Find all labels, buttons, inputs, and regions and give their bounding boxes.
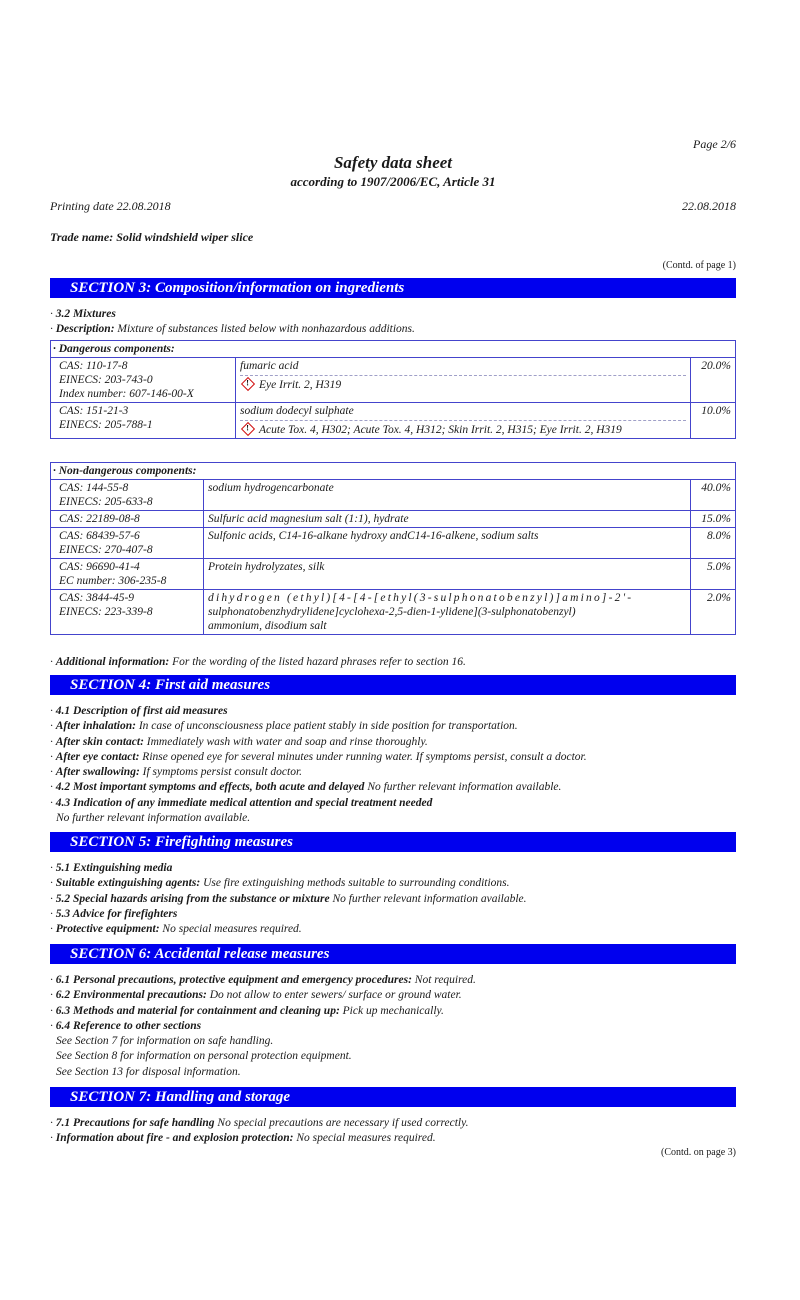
section-7-header: SECTION 7: Handling and storage — [50, 1087, 736, 1107]
document-title: Safety data sheet — [333, 153, 453, 172]
first-aid-line: · 4.1 Description of first aid measures — [50, 705, 228, 717]
component-percent: 20.0% — [691, 358, 736, 403]
section-reference: See Section 7 for information on safe handling. — [56, 1035, 274, 1047]
component-percent: 40.0% — [691, 480, 736, 511]
firefighting-line: · 5.1 Extinguishing media — [50, 862, 173, 874]
firefighting-line: · 5.2 Special hazards arising from the substance or mixture No further relevant information available. — [50, 893, 527, 905]
firefighting-line: · 5.3 Advice for firefighters — [50, 908, 178, 920]
release-line: · 6.1 Personal precautions, protective equipment and emergency procedures: Not required. — [50, 974, 476, 986]
table-row — [51, 528, 736, 559]
release-line: · 6.2 Environmental precautions: Do not allow to enter sewers/ surface or ground water. — [50, 989, 462, 1001]
table-row — [51, 358, 736, 403]
first-aid-line: · After swallowing: If symptoms persist consult doctor. — [50, 766, 303, 778]
mixtures-heading: · 3.2 Mixtures — [50, 308, 116, 320]
component-ids: CAS: 144-55-8 EINECS: 205-633-8 — [51, 480, 204, 511]
table-row — [51, 590, 736, 635]
component-name: Sulfuric acid magnesium salt (1:1), hydrate — [204, 511, 691, 528]
trade-name: Trade name: Solid windshield wiper slice — [50, 230, 254, 244]
first-aid-line: · After inhalation: In case of unconsciousness place patient stably in side position for transportation. — [50, 720, 518, 732]
first-aid-line: · 4.2 Most important symptoms and effects, both acute and delayed No further relevant information available. — [50, 781, 562, 793]
ghs-exclamation-icon — [241, 422, 255, 436]
dangerous-components-header: · Dangerous components: — [51, 341, 736, 358]
section-reference: See Section 8 for information on personal protection equipment. — [56, 1050, 352, 1062]
component-ids: CAS: 151-21-3 EINECS: 205-788-1 — [51, 403, 236, 439]
component-name: Protein hydrolyzates, silk — [204, 559, 691, 590]
dangerous-components-table — [50, 340, 736, 439]
first-aid-line: · 4.3 Indication of any immediate medical attention and special treatment needed — [50, 797, 433, 809]
additional-information: · Additional information: For the wording of the listed hazard phrases refer to section 16. — [50, 656, 466, 668]
component-name: sodium dodecyl sulphate !Acute Tox. 4, H302; Acute Tox. 4, H312; Skin Irrit. 2, H315; Eye Irrit. 2, H319 — [236, 403, 691, 439]
release-line: · 6.3 Methods and material for containment and cleaning up: Pick up mechanically. — [50, 1005, 444, 1017]
first-aid-note: No further relevant information available. — [56, 812, 251, 824]
handling-line: · Information about fire - and explosion protection: No special measures required. — [50, 1132, 436, 1144]
component-ids: CAS: 3844-45-9 EINECS: 223-339-8 — [51, 590, 204, 635]
description-line: · Description: Mixture of substances listed below with nonhazardous additions. — [50, 323, 415, 335]
contd-on: (Contd. on page 3) — [661, 1147, 736, 1158]
firefighting-line: · Protective equipment: No special measures required. — [50, 923, 302, 935]
component-percent: 10.0% — [691, 403, 736, 439]
component-ids: CAS: 96690-41-4 EC number: 306-235-8 — [51, 559, 204, 590]
section-reference: See Section 13 for disposal information. — [56, 1066, 241, 1078]
table-row — [51, 403, 736, 439]
table-row — [51, 511, 736, 528]
component-name: dihydrogen (ethyl)[4-[4-[ethyl(3-sulphonatobenzyl)]amino]-2'- sulphonatobenzhydrylidene]cyclohexa-2,5-dien-1-ylidene](3-sulphonatobenzyl) ammonium, disodium salt — [204, 590, 691, 635]
firefighting-line: · Suitable extinguishing agents: Use fire extinguishing methods suitable to surrounding conditions. — [50, 877, 510, 889]
component-percent: 5.0% — [691, 559, 736, 590]
document-subtitle: according to 1907/2006/EC, Article 31 — [290, 174, 496, 189]
component-percent: 2.0% — [691, 590, 736, 635]
component-name: Sulfonic acids, C14-16-alkane hydroxy andC14-16-alkene, sodium salts — [204, 528, 691, 559]
printing-date: Printing date 22.08.2018 — [50, 199, 171, 213]
component-ids: CAS: 110-17-8 EINECS: 203-743-0 Index number: 607-146-00-X — [51, 358, 236, 403]
component-percent: 15.0% — [691, 511, 736, 528]
component-name: sodium hydrogencarbonate — [204, 480, 691, 511]
section-5-header: SECTION 5: Firefighting measures — [50, 832, 736, 852]
component-percent: 8.0% — [691, 528, 736, 559]
page-number: Page 2/6 — [693, 137, 736, 151]
release-line: · 6.4 Reference to other sections — [50, 1020, 202, 1032]
contd-from: (Contd. of page 1) — [662, 260, 736, 271]
first-aid-line: · After skin contact: Immediately wash with water and soap and rinse thoroughly. — [50, 736, 428, 748]
table-row — [51, 559, 736, 590]
section-4-header: SECTION 4: First aid measures — [50, 675, 736, 695]
component-ids: CAS: 68439-57-6 EINECS: 270-407-8 — [51, 528, 204, 559]
component-ids: CAS: 22189-08-8 — [51, 511, 204, 528]
nondangerous-components-header: · Non-dangerous components: — [51, 463, 736, 480]
first-aid-line: · After eye contact: Rinse opened eye for several minutes under running water. If symptoms persist, consult a doctor. — [50, 751, 587, 763]
section-3-header: SECTION 3: Composition/information on ingredients — [50, 278, 736, 298]
ghs-exclamation-icon — [241, 377, 255, 391]
revision-date: 22.08.2018 — [682, 199, 736, 213]
nondangerous-components-table — [50, 462, 736, 635]
handling-line: · 7.1 Precautions for safe handling No special precautions are necessary if used correctly. — [50, 1117, 469, 1129]
component-name: fumaric acid !Eye Irrit. 2, H319 — [236, 358, 691, 403]
table-row — [51, 480, 736, 511]
section-6-header: SECTION 6: Accidental release measures — [50, 944, 736, 964]
